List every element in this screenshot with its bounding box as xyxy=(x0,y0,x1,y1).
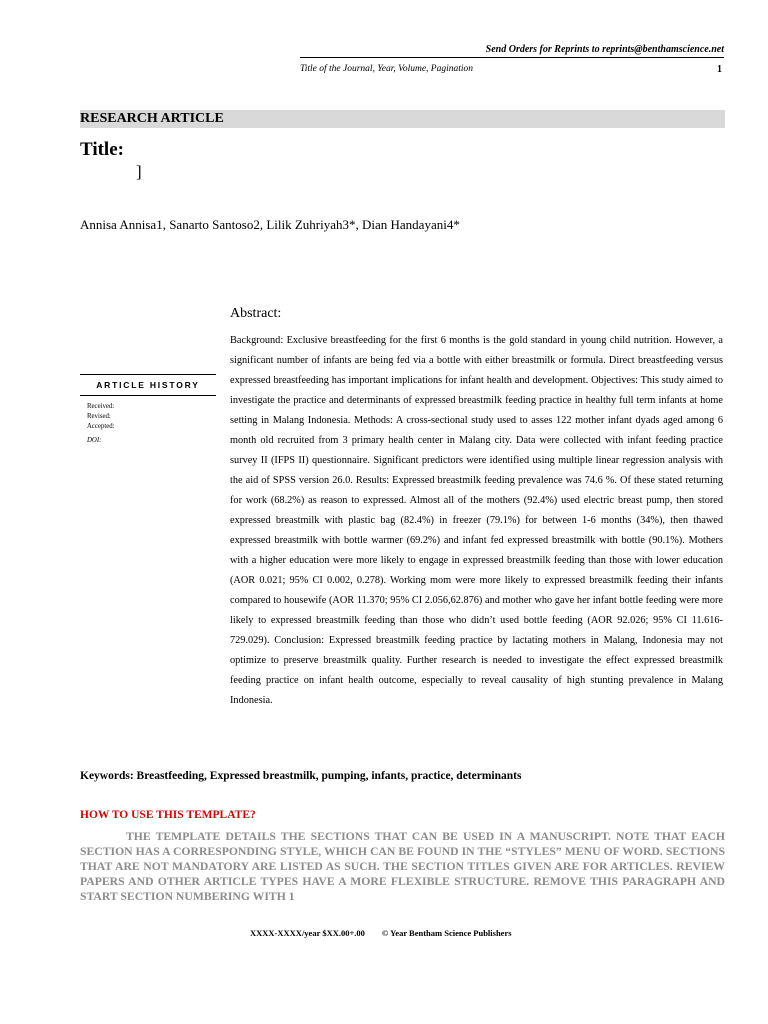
reprints-notice: Send Orders for Reprints to reprints@benthamscience.net xyxy=(300,44,724,58)
article-history-box xyxy=(80,374,216,444)
article-type-banner: RESEARCH ARTICLE xyxy=(80,110,725,128)
history-title: ARTICLE HISTORY xyxy=(96,380,200,390)
title-label: Title: xyxy=(80,139,124,160)
accepted-label: Accepted: xyxy=(87,423,115,430)
template-instructions: THE TEMPLATE DETAILS THE SECTIONS THAT CAN BE USED IN A MANUSCRIPT. NOTE THAT EACH SECTION HAS A CORRESPONDING STYLE, WHICH CAN BE FOUND IN THE “STYLES” MENU OF WORD. SECTIONS THAT ARE NOT MANDATORY ARE LISTED AS SUCH. THE SECTION TITLES GIVEN ARE FOR ARTICLES. REVIEW PAPERS AND OTHER ARTICLE TYPES HAVE A MORE FLEXIBLE STRUCTURE. REMOVE THIS PARAGRAPH AND START SECTION NUMBERING WITH 1 xyxy=(80,830,725,903)
author-list: Annisa Annisa1, Sanarto Santoso2, Lilik Zuhriyah3*, Dian Handayani4* xyxy=(80,217,460,232)
howto-heading: HOW TO USE THIS TEMPLATE? xyxy=(80,809,256,821)
history-dates xyxy=(80,396,216,432)
revised-label: Revised: xyxy=(87,413,111,420)
title-placeholder: ] xyxy=(136,162,142,181)
journal-citation: Title of the Journal, Year, Volume, Pagination xyxy=(300,64,474,74)
abstract-heading: Abstract: xyxy=(230,306,282,321)
keywords-line: Keywords: Breastfeeding, Expressed breastmilk, pumping, infants, practice, determinants xyxy=(80,770,522,782)
footer-copyright: XXXX-XXXX/year $XX.00+.00 © Year Bentham Science Publishers xyxy=(250,928,512,938)
page-number: 1 xyxy=(717,64,722,75)
received-label: Received: xyxy=(87,403,115,410)
doi-label: DOI: xyxy=(87,437,102,444)
abstract-body: Background: Exclusive breastfeeding for the first 6 months is the gold standard in young child nutrition. However, a significant number of infants are being fed via a bottle with either breastmilk or formula. Direct breastfeeding versus expressed breastfeeding has important implications for infant health and development. Objectives: This study aimed to investigate the practice and determinants of expressed breastmilk feeding practice in healthy full term infants at home setting in Malang Indonesia. Methods: A cross-sectional study used to asses 122 mother infant dyads aged among 6 month old recruited from 3 primary health center in Malang city. Data were collected with infant feeding practice survey II (IFPS II) questionnaire. Significant predictors were identified using multiple linear regression analysis with the aid of SPSS version 26.0. Results: Expressed breastmilk feeding prevalence was 74.6 %. Of these stated returning for work (68.2%) as reason to expressed. Almost all of the mothers (92.4%) used electric breast pump, then stored expressed breastmilk with plastic bag (82.4%) in freezer (79.1%) for between 1-6 months (34%), then thawed expressed breastmilk with bottle warmer (69.2%) and infant fed expressed breastmilk with bottle (90.1%). Mothers with a higher education were more likely to engage in expressed breastmilk feeding than those with lower education (AOR 0.021; 95% CI 0.002, 0.278). Working mom were more likely to expressed breastmilk feeding their infants compared to housewife (AOR 11.370; 95% CI 2.056,62.876) and mother who gave her infant bottle feeding were more likely to expressed breastmilk feeding than those who didn’t used bottle feeding (AOR 92.026; 95% CI 11.616-729.029). Conclusion: Expressed breastmilk feeding practice by lactating mothers in Malang, Indonesia may not optimize to preserve breastmilk quality. Further research is needed to investigate the effect expressed breastmilk feeding practice on infant health outcome, especially to reveal causality of high stunting prevalence in Malang Indonesia. xyxy=(230,335,723,706)
